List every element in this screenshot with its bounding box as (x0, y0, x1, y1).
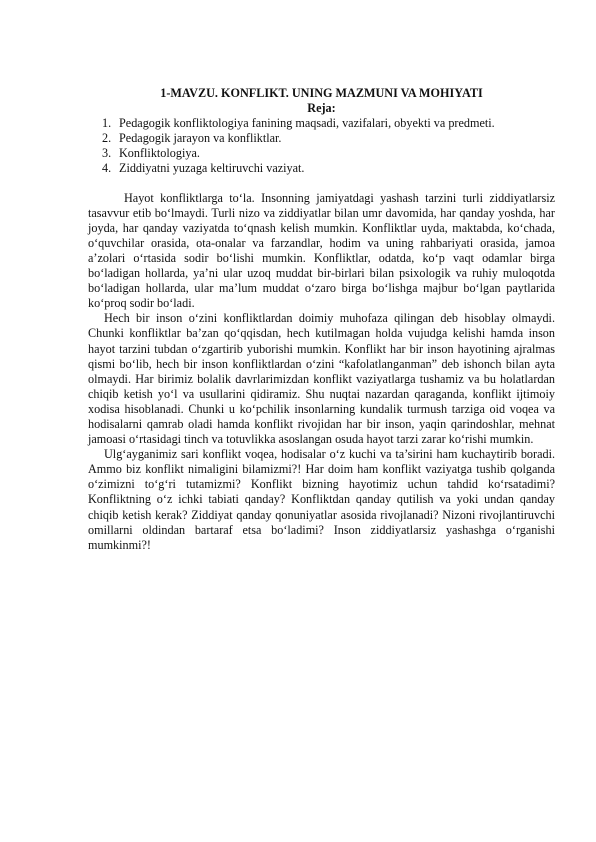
body-paragraph-1: Hayot konfliktlarga to‘la. Insonning jamiyatdagi yashash tarzini turli ziddiyatlarsiz tasavvur etib bo‘lmaydi. Turli nizo va ziddiyatlar bilan umr davomida, har qanday yoshda, har joyda, har qanday vaziyatda to‘qnash kelish mumkin. Konfliktlar uyda, maktabda, ko‘chada, o‘quvchilar orasida, ota-onalar va farzandlar, hodim va uning rahbariyati orasida, jamoa a’zolari o‘rtasida sodir bo‘lishi mumkin. Konfliktlar, odatda, ko‘p vaqt odamlar birga bo‘ladigan hollarda, ya’ni ular uzoq muddat bir-birlari bilan psixologik va ruhiy muloqotda bo‘ladigan hollarda, ular ma’lum muddat o‘zaro birga bo‘lishga majbur bo‘lgan paytlarida ko‘proq sodir bo‘ladi. (88, 190, 555, 311)
plan-item (88, 131, 555, 146)
plan-item-number: 1. (102, 116, 112, 131)
plan-item-text: Ziddiyatni yuzaga keltiruvchi vaziyat. (119, 161, 305, 176)
plan-item (88, 161, 555, 176)
plan-heading: Reja: (307, 101, 336, 116)
plan-item-text: Konfliktologiya. (119, 146, 200, 161)
document-page (88, 86, 555, 553)
plan-item-text: Pedagogik jarayon va konfliktlar. (119, 131, 282, 146)
plan-item (88, 146, 555, 161)
body-paragraph-2: Hech bir inson o‘zini konfliktlardan doimiy muhofaza qilingan deb hisoblay olmaydi. Chunki konfliktlar ba’zan qo‘qqisdan, hech kutilmagan holda vujudga kelishi hamda inson hayot tarzini tubdan o‘zgartirib yuborishi mumkin. Konflikt har bir inson hayotining ajralmas qismi bo‘lib, hech bir inson konfliktlardan o‘zini “kafolatlanganman” deb ishonch bilan ayta olmaydi. Har birimiz bolalik davrlarimizdan konflikt vaziyatlarga tushamiz va bu holatlardan chiqib ketish yo‘l va usullarini qidiramiz. Shu nuqtai nazardan qaraganda, konflikt ijtimoiy xodisa hisoblanadi. Chunki u ko‘pchilik insonlarning kundalik turmush tarziga oid voqea va hodisalarni qamrab oladi hamda konflikt rivojidan har bir inson, yaqin qarindoshlar, mehnat jamoasi o‘rtasidagi tinch va totuvlikka asoslangan osuda hayot tarzi zarar ko‘rishi mumkin. (88, 311, 555, 447)
plan-item-number: 4. (102, 161, 112, 176)
plan-item-text: Pedagogik konfliktologiya fanining maqsadi, vazifalari, obyekti va predmeti. (119, 116, 495, 131)
body-paragraph-3: Ulg‘ayganimiz sari konflikt voqea, hodisalar o‘z kuchi va ta’sirini ham kuchaytirib boradi. Ammo biz konflikt nimaligini bilamizmi?! Har doim ham konflikt vaziyatga tushib qolganda o‘zimizni to‘g‘ri tutamizmi? Konflikt bizning hayotimiz uchun tahdid ko‘rsatadimi? Konfliktning o‘z ichki tabiati qanday? Konfliktdan qanday qutilish va yoki undan qanday chiqib ketish kerak? Ziddiyat qanday qonuniyatlar asosida rivojlanadi? Nizoni rivojlantiruvchi omillarni oldindan bartaraf etsa bo‘ladimi? Inson ziddiyatlarsiz yashashga o‘rganishi mumkinmi?! (88, 447, 555, 552)
document-title: 1-MAVZU. KONFLIKT. UNING MAZMUNI VA MOHIYATI (160, 86, 483, 100)
plan-item-number: 3. (102, 146, 112, 161)
plan-item (88, 116, 555, 131)
plan-item-number: 2. (102, 131, 112, 146)
plan-list (88, 116, 555, 176)
